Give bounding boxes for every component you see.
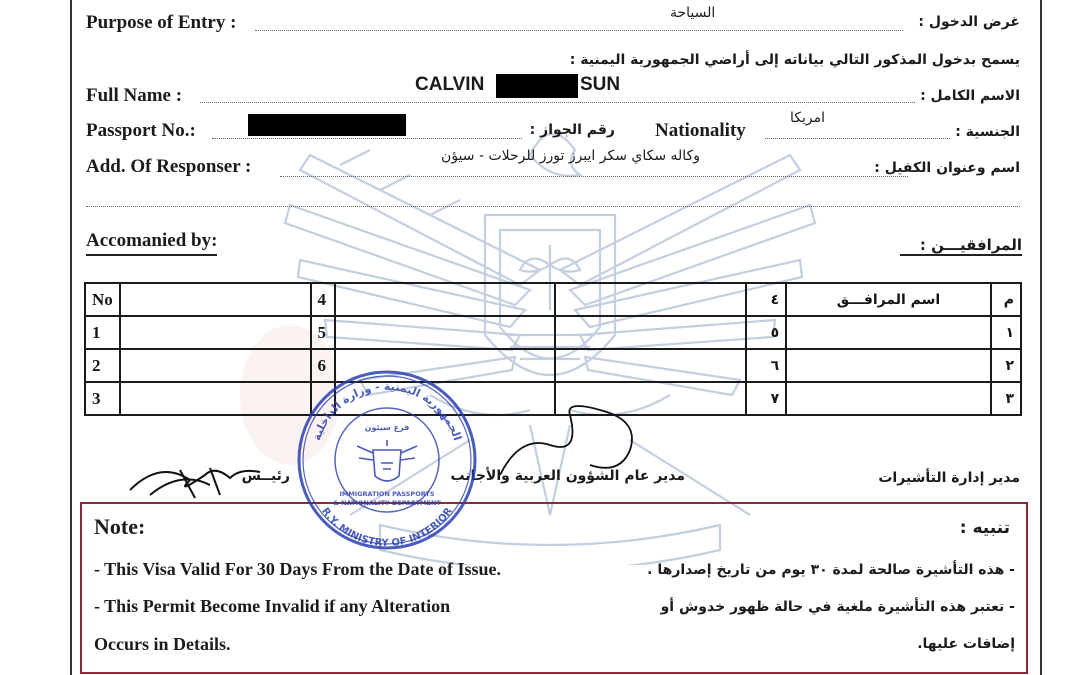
responser-label-ar: اسم وعنوان الكفيل : [874, 160, 1020, 176]
table-row [85, 283, 1021, 316]
note-title-ar: تنبيه : [959, 518, 1010, 538]
table-cell-number: 6 [311, 349, 335, 382]
redacted-passport-number [248, 114, 406, 136]
nationality-label-ar: الجنسية : [955, 124, 1020, 140]
table-cell-number-ar: ٤ [746, 283, 786, 316]
responser-value: وكاله سكاي سكر ايبرز تورز للرحلات - سيؤن [441, 148, 700, 164]
note-line3-en: Occurs in Details. [94, 634, 231, 654]
full-name-dotted-line [200, 102, 915, 103]
responser-dotted-line [280, 176, 908, 177]
table-header-no: No [85, 283, 120, 316]
signature-scribble-middle [490, 395, 650, 485]
table-row [85, 349, 1021, 382]
table-cell-number-ar: ١ [991, 316, 1021, 349]
responser-second-dotted-line [86, 206, 1020, 207]
table-cell-number: 3 [85, 382, 120, 415]
table-header-name-ar: اسم المرافـــق [786, 283, 991, 316]
passport-label-en: Passport No.: [86, 120, 196, 141]
stamp-ring-en-text: R.Y. MINISTRY OF INTERIOR [319, 505, 455, 550]
table-cell-number: 2 [85, 349, 120, 382]
nationality-value: امريكا [790, 110, 826, 126]
passport-dotted-line [212, 138, 522, 139]
purpose-label-en: Purpose of Entry : [86, 12, 237, 33]
redacted-middle-name [496, 74, 578, 98]
stamp-branch-ar: فرع سيئون [364, 423, 410, 432]
table-cell-number-ar: ٢ [991, 349, 1021, 382]
table-cell-number: 4 [311, 283, 335, 316]
note-line1-en: - This Visa Valid For 30 Days From the Date of Issue. [94, 559, 502, 579]
accompanied-label-ar: المرافقيـــن : [900, 236, 1022, 256]
table-cell-number: 1 [85, 316, 120, 349]
note-line2-ar: - تعتبر هذه التأشيرة ملغية في حالة ظهور خدوش أو [660, 599, 1015, 615]
table-cell-number-ar: ٧ [746, 382, 786, 415]
note-line3-ar: إضافات عليها. [917, 636, 1015, 652]
purpose-dotted-line [255, 30, 903, 31]
note-line2-en: - This Permit Become Invalid if any Alteration [94, 596, 451, 616]
responser-label-en: Add. Of Responser : [86, 156, 252, 177]
full-name-label-ar: الاسم الكامل : [920, 88, 1020, 104]
full-name-first: CALVIN [415, 74, 485, 95]
table-cell-number-ar: ٦ [746, 349, 786, 382]
stamp-eagle-icon [357, 440, 417, 481]
stamp-ring-ar-text: الجمهورية اليمنية - وزارة الداخلية [309, 379, 465, 443]
purpose-value: السياحة [670, 5, 716, 21]
ministry-stamp-seal [295, 368, 480, 553]
permission-text-ar: يسمح بدخول المذكور التالي بياناته إلى أراضي الجمهورية اليمنية : [569, 52, 1020, 68]
full-name-last: SUN [580, 74, 621, 95]
nationality-dotted-line [765, 138, 950, 139]
full-name-label-en: Full Name : [86, 85, 183, 106]
accompanied-label-en: Accomanied by: [86, 230, 217, 256]
signature-head-label-ar: رئيــس [241, 468, 290, 484]
frame-left-border [70, 0, 72, 675]
table-row [85, 316, 1021, 349]
frame-right-border [1040, 0, 1042, 675]
table-header-m-ar: م [991, 283, 1021, 316]
table-cell-number-ar: ٣ [991, 382, 1021, 415]
nationality-label-en: Nationality [655, 120, 746, 141]
signature-director-general-ar: مدير عام الشؤون العربية والأجانب [450, 468, 685, 484]
stamp-immigration-text: IMMIGRATION PASSPORTS [339, 490, 435, 498]
purpose-label-ar: غرض الدخول : [918, 14, 1020, 30]
note-line1-ar: - هذه التأشيرة صالحة لمدة ٣٠ يوم من تاريخ إصدارها . [647, 562, 1015, 578]
table-cell-number-ar: ٥ [746, 316, 786, 349]
passport-label-ar: رقم الجواز : [529, 122, 615, 138]
signature-visa-director-ar: مدير إدارة التأشيرات [878, 470, 1020, 486]
table-cell-number: 5 [311, 316, 335, 349]
stamp-nationality-text: & NATIONALITY DEPARTMENT [333, 499, 441, 507]
note-title-en: Note: [94, 514, 146, 539]
